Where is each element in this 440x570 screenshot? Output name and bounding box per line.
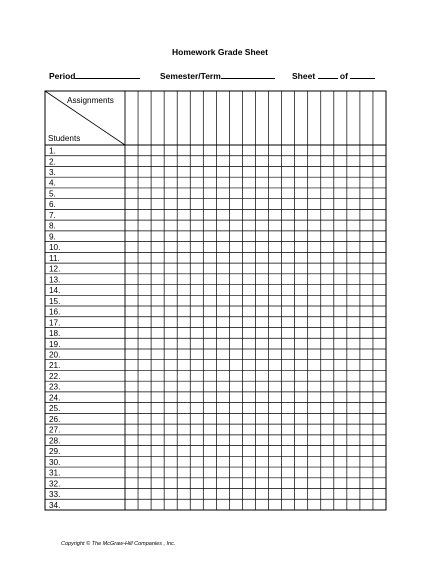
assignments-label: Assignments — [67, 96, 114, 105]
student-row-number: 30. — [49, 457, 61, 467]
student-row-number: 23. — [49, 382, 61, 392]
student-row-number: 19. — [49, 339, 61, 349]
student-row-number: 12. — [49, 264, 61, 274]
student-row-number: 24. — [49, 393, 61, 403]
copyright-text: Copyright © The McGraw-Hill Companies , Inc. — [61, 541, 176, 547]
student-row-number: 7. — [49, 210, 56, 220]
student-row-number: 13. — [49, 275, 61, 285]
student-row-number: 33. — [49, 490, 61, 500]
student-row-number: 29. — [49, 447, 61, 457]
student-row-number: 21. — [49, 361, 61, 371]
student-row-number: 15. — [49, 296, 61, 306]
student-row-number: 3. — [49, 168, 56, 178]
grid-border — [45, 91, 386, 510]
student-row-number: 10. — [49, 243, 61, 253]
student-row-number: 5. — [49, 189, 56, 199]
student-row-number: 1. — [49, 146, 56, 156]
student-row-number: 28. — [49, 436, 61, 446]
student-row-number: 6. — [49, 200, 56, 210]
student-row-number: 17. — [49, 318, 61, 328]
student-row-number: 18. — [49, 329, 61, 339]
student-row-number: 26. — [49, 414, 61, 424]
student-row-number: 34. — [49, 500, 61, 510]
page-title: Homework Grade Sheet — [172, 47, 268, 57]
student-row-number: 20. — [49, 350, 61, 360]
student-row-number: 11. — [49, 253, 60, 263]
of-label: of — [339, 71, 348, 81]
student-row-number: 4. — [49, 178, 56, 188]
student-row-number: 8. — [49, 221, 56, 231]
student-row-number: 31. — [49, 468, 61, 478]
semester-label: Semester/Term — [160, 71, 221, 81]
student-row-number: 14. — [49, 286, 61, 296]
period-label: Period — [49, 71, 76, 81]
student-row-number: 27. — [49, 425, 61, 435]
students-label: Students — [48, 134, 81, 143]
student-row-number: 16. — [49, 307, 61, 317]
student-row-number: 9. — [49, 232, 56, 242]
student-row-number: 22. — [49, 371, 61, 381]
student-row-number: 2. — [49, 157, 56, 167]
sheet-label: Sheet — [292, 71, 316, 81]
student-row-number: 25. — [49, 404, 61, 414]
student-row-number: 32. — [49, 479, 61, 489]
